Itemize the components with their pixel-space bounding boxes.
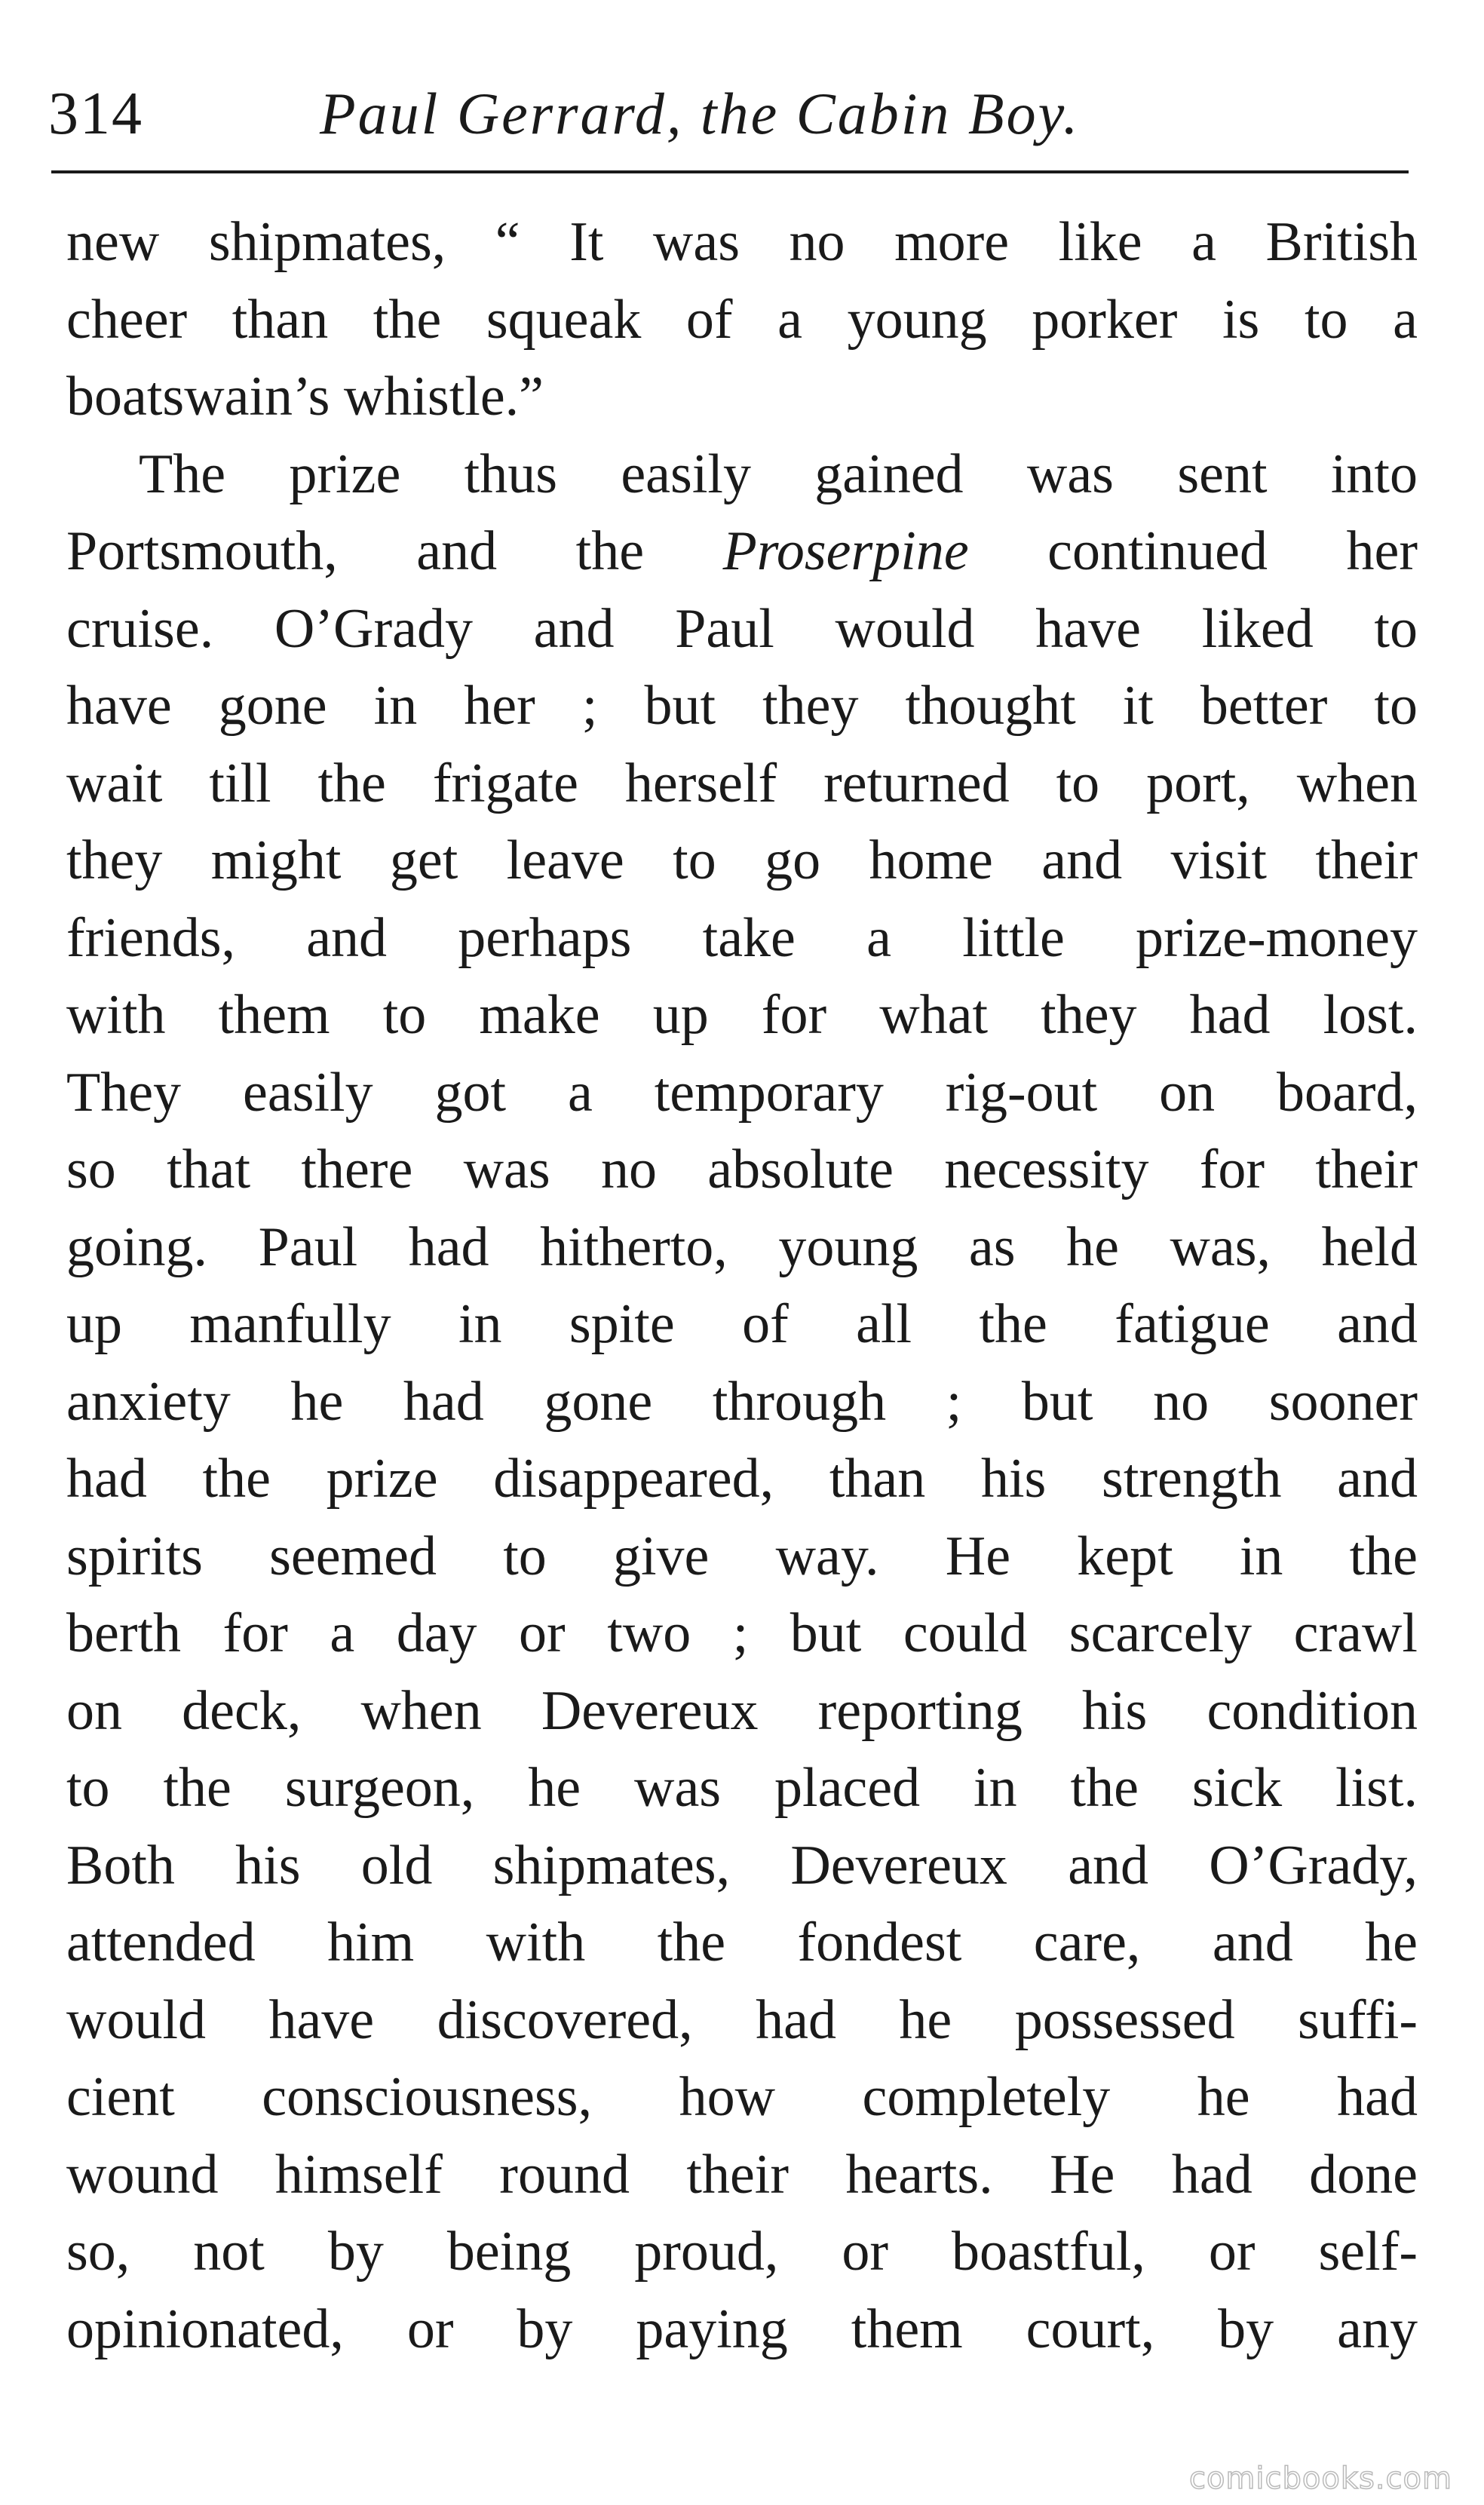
text-line: had the prize disappeared, than his strength and — [66, 1448, 1418, 1510]
body-text — [66, 204, 1418, 2368]
text-line: friends, and perhaps take a little prize-money — [66, 906, 1418, 969]
text-line: so, not by being proud, or boastful, or self- — [66, 2221, 1418, 2283]
page-header — [48, 72, 1418, 155]
text-line: cient consciousness, how completely he had — [66, 2066, 1418, 2128]
text-line: They easily got a temporary rig-out on board, — [66, 1061, 1418, 1124]
text-line: boatswain’s whistle.” — [66, 366, 544, 428]
text-line: would have discovered, had he possessed suffi- — [66, 1988, 1418, 2051]
text-line: cruise. O’Grady and Paul would have liked to — [66, 597, 1418, 660]
text-line: Both his old shipmates, Devereux and O’Grady, — [66, 1834, 1418, 1896]
text-line: wait till the frigate herself returned to port, when — [66, 752, 1418, 814]
italic-ship-name: Proserpine — [722, 520, 969, 582]
text-line: berth for a day or two ; but could scarcely crawl — [66, 1602, 1418, 1664]
text-line: they might get leave to go home and visit their — [66, 829, 1418, 891]
text-line: have gone in her ; but they thought it better to — [66, 675, 1418, 737]
text-line: new shipmates, “ It was no more like a British — [66, 211, 1418, 273]
watermark: comicbooks.com — [1188, 2461, 1452, 2496]
text-line: opinionated, or by paying them court, by any — [66, 2298, 1418, 2360]
text-line: spirits seemed to give way. He kept in the — [66, 1525, 1418, 1587]
text-line: cheer than the squeak of a young porker is to a — [66, 288, 1418, 351]
header-rule — [51, 170, 1409, 173]
text-line: up manfully in spite of all the fatigue and — [66, 1293, 1418, 1355]
text-line: The prize thus easily gained was sent into — [139, 443, 1418, 505]
running-title: Paul Gerrard, the Cabin Boy. — [320, 81, 1081, 146]
text-line: Portsmouth, and the Proserpine continued her — [66, 520, 1418, 582]
text-line: to the surgeon, he was placed in the sick list. — [66, 1757, 1418, 1819]
text-line: wound himself round their hearts. He had done — [66, 2143, 1418, 2206]
text-line: so that there was no absolute necessity for their — [66, 1139, 1418, 1200]
text-line: on deck, when Devereux reporting his condition — [66, 1679, 1418, 1742]
page-number: 314 — [48, 81, 143, 147]
text-line: attended him with the fondest care, and he — [66, 1912, 1418, 1973]
text-line: anxiety he had gone through ; but no sooner — [66, 1370, 1418, 1433]
text-line: going. Paul had hitherto, young as he was, held — [66, 1216, 1418, 1278]
text-line: with them to make up for what they had lost. — [66, 984, 1418, 1046]
